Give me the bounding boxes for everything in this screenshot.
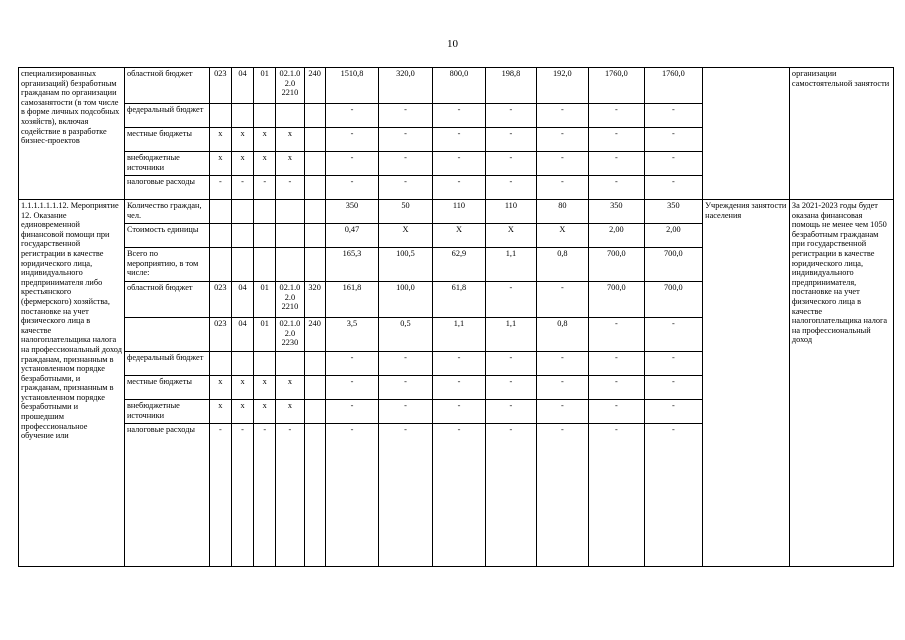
amount-cell: 700,0 bbox=[589, 248, 645, 282]
budget-code-cell: 023 bbox=[209, 318, 231, 352]
budget-code-cell bbox=[304, 424, 325, 567]
budget-code-cell: х bbox=[254, 128, 276, 152]
funding-source-cell: Количество граждан, чел. bbox=[124, 200, 209, 224]
budget-code-cell: - bbox=[209, 176, 231, 200]
budget-code-cell: 02.1.02.0 2230 bbox=[276, 318, 304, 352]
funding-source-cell: федеральный бюджет bbox=[124, 352, 209, 376]
budget-code-cell: х bbox=[276, 400, 304, 424]
amount-cell: - bbox=[486, 128, 536, 152]
amount-cell: - bbox=[379, 424, 432, 567]
amount-cell: - bbox=[486, 152, 536, 176]
budget-code-cell: - bbox=[254, 424, 276, 567]
amount-cell: - bbox=[644, 352, 703, 376]
amount-cell: - bbox=[325, 400, 378, 424]
amount-cell: - bbox=[589, 176, 645, 200]
budget-code-cell: - bbox=[231, 176, 253, 200]
amount-cell: - bbox=[536, 352, 588, 376]
amount-cell: - bbox=[486, 376, 536, 400]
amount-cell: - bbox=[325, 424, 378, 567]
budget-code-cell: х bbox=[209, 152, 231, 176]
budget-code-cell: - bbox=[254, 176, 276, 200]
amount-cell: - bbox=[644, 376, 703, 400]
funding-source-cell: местные бюджеты bbox=[124, 376, 209, 400]
amount-cell: - bbox=[432, 152, 485, 176]
amount-cell: - bbox=[379, 176, 432, 200]
budget-code-cell: 320 bbox=[304, 282, 325, 318]
amount-cell: 198,8 bbox=[486, 68, 536, 104]
amount-cell: - bbox=[432, 176, 485, 200]
budget-code-cell: х bbox=[209, 376, 231, 400]
budget-code-cell bbox=[254, 200, 276, 224]
amount-cell: - bbox=[379, 152, 432, 176]
amount-cell: - bbox=[432, 400, 485, 424]
budget-code-cell bbox=[254, 224, 276, 248]
budget-code-cell bbox=[209, 104, 231, 128]
budget-code-cell: х bbox=[209, 400, 231, 424]
budget-code-cell bbox=[304, 400, 325, 424]
amount-cell: 350 bbox=[325, 200, 378, 224]
amount-cell: - bbox=[589, 424, 645, 567]
amount-cell: 1,1 bbox=[486, 248, 536, 282]
budget-code-cell bbox=[304, 128, 325, 152]
amount-cell: - bbox=[536, 282, 588, 318]
amount-cell: 1,1 bbox=[432, 318, 485, 352]
budget-code-cell: - bbox=[276, 424, 304, 567]
amount-cell: - bbox=[486, 176, 536, 200]
amount-cell: - bbox=[486, 424, 536, 567]
funding-source-cell: налоговые расходы bbox=[124, 176, 209, 200]
amount-cell: - bbox=[589, 128, 645, 152]
budget-code-cell bbox=[209, 352, 231, 376]
measure-name-cell: специализированных организаций) безработным гражданам по организации самозанятости (в том числе в форме личных подсобных хозяйств), включая содействие в разработке бизнес-проектов bbox=[19, 68, 125, 200]
funding-source-cell: областной бюджет bbox=[124, 282, 209, 318]
budget-code-cell: х bbox=[231, 376, 253, 400]
funding-source-cell: Стоимость единицы bbox=[124, 224, 209, 248]
amount-cell: - bbox=[589, 152, 645, 176]
amount-cell: 165,3 bbox=[325, 248, 378, 282]
budget-code-cell: х bbox=[276, 152, 304, 176]
amount-cell: 100,0 bbox=[379, 282, 432, 318]
amount-cell: Х bbox=[536, 224, 588, 248]
amount-cell: - bbox=[644, 176, 703, 200]
budget-code-cell bbox=[304, 352, 325, 376]
budget-code-cell: 023 bbox=[209, 282, 231, 318]
amount-cell: Х bbox=[432, 224, 485, 248]
budget-code-cell: 240 bbox=[304, 318, 325, 352]
amount-cell: - bbox=[589, 104, 645, 128]
amount-cell: 1760,0 bbox=[589, 68, 645, 104]
table-row bbox=[19, 68, 894, 104]
budget-code-cell: х bbox=[254, 376, 276, 400]
budget-code-cell: х bbox=[231, 400, 253, 424]
budget-code-cell bbox=[276, 248, 304, 282]
budget-table bbox=[18, 67, 894, 567]
amount-cell: 80 bbox=[536, 200, 588, 224]
budget-code-cell: х bbox=[254, 152, 276, 176]
result-cell: За 2021-2023 годы будет оказана финансовая помощь не менее чем 1050 безработным гражданам при государственной регистрации в качестве юридического лица, индивидуального предпринимателя, постановке на учет физического лица в качестве налогоплательщика налога на профессиональный доход bbox=[789, 200, 893, 567]
amount-cell: 350 bbox=[589, 200, 645, 224]
amount-cell: - bbox=[486, 282, 536, 318]
budget-code-cell: х bbox=[276, 376, 304, 400]
amount-cell: Х bbox=[486, 224, 536, 248]
amount-cell: 161,8 bbox=[325, 282, 378, 318]
amount-cell: 700,0 bbox=[589, 282, 645, 318]
amount-cell: - bbox=[536, 128, 588, 152]
amount-cell: - bbox=[536, 400, 588, 424]
amount-cell: - bbox=[589, 400, 645, 424]
budget-code-cell bbox=[231, 224, 253, 248]
budget-code-cell bbox=[231, 248, 253, 282]
budget-code-cell: 04 bbox=[231, 282, 253, 318]
amount-cell: 2,00 bbox=[589, 224, 645, 248]
funding-source-cell bbox=[124, 318, 209, 352]
amount-cell: 62,9 bbox=[432, 248, 485, 282]
budget-code-cell bbox=[304, 376, 325, 400]
budget-code-cell bbox=[304, 152, 325, 176]
amount-cell: 50 bbox=[379, 200, 432, 224]
amount-cell: - bbox=[644, 128, 703, 152]
amount-cell: - bbox=[325, 176, 378, 200]
budget-code-cell: 01 bbox=[254, 68, 276, 104]
budget-code-cell: х bbox=[231, 128, 253, 152]
budget-code-cell: - bbox=[209, 424, 231, 567]
amount-cell: 1760,0 bbox=[644, 68, 703, 104]
budget-code-cell bbox=[254, 248, 276, 282]
budget-code-cell bbox=[209, 224, 231, 248]
amount-cell: 350 bbox=[644, 200, 703, 224]
budget-code-cell bbox=[209, 200, 231, 224]
amount-cell: 110 bbox=[432, 200, 485, 224]
amount-cell: - bbox=[589, 376, 645, 400]
amount-cell: 700,0 bbox=[644, 282, 703, 318]
budget-code-cell bbox=[231, 200, 253, 224]
amount-cell: 0,8 bbox=[536, 318, 588, 352]
budget-code-cell: 02.1.02.0 2210 bbox=[276, 282, 304, 318]
amount-cell: 100,5 bbox=[379, 248, 432, 282]
amount-cell: - bbox=[379, 400, 432, 424]
measure-name-cell: 1.1.1.1.1.1.12. Мероприятие 12. Оказание единовременной финансовой помощи при государственной регистрации в качестве юридического лица, индивидуального предпринимателя либо крестьянского (фермерского) хозяйства, постановке на учет физического лица в качестве налогоплательщика налога на профессиональный доход гражданам, признанным в установленном порядке безработными, и гражданам, признанным в установленном порядке безработными и прошедшим профессиональное обучение или bbox=[19, 200, 125, 567]
amount-cell: - bbox=[536, 104, 588, 128]
amount-cell: 0,5 bbox=[379, 318, 432, 352]
funding-source-cell: областной бюджет bbox=[124, 68, 209, 104]
budget-code-cell: 04 bbox=[231, 68, 253, 104]
amount-cell: 800,0 bbox=[432, 68, 485, 104]
executor-cell bbox=[703, 68, 790, 200]
budget-code-cell bbox=[231, 352, 253, 376]
funding-source-cell: местные бюджеты bbox=[124, 128, 209, 152]
amount-cell: - bbox=[432, 352, 485, 376]
amount-cell: - bbox=[432, 376, 485, 400]
funding-source-cell: внебюджетные источники bbox=[124, 152, 209, 176]
budget-code-cell: х bbox=[231, 152, 253, 176]
amount-cell: - bbox=[486, 352, 536, 376]
amount-cell: - bbox=[432, 104, 485, 128]
amount-cell: - bbox=[325, 352, 378, 376]
budget-code-cell: 023 bbox=[209, 68, 231, 104]
amount-cell: 110 bbox=[486, 200, 536, 224]
amount-cell: - bbox=[379, 376, 432, 400]
page-number: 10 bbox=[447, 38, 458, 50]
amount-cell: - bbox=[644, 104, 703, 128]
budget-code-cell bbox=[304, 224, 325, 248]
amount-cell: 61,8 bbox=[432, 282, 485, 318]
budget-code-cell bbox=[304, 200, 325, 224]
budget-code-cell: х bbox=[276, 128, 304, 152]
amount-cell: - bbox=[536, 376, 588, 400]
amount-cell: - bbox=[325, 152, 378, 176]
executor-cell: Учреждения занятости населения bbox=[703, 200, 790, 567]
budget-code-cell bbox=[304, 248, 325, 282]
funding-source-cell: Всего по мероприятию, в том числе: bbox=[124, 248, 209, 282]
amount-cell: - bbox=[486, 400, 536, 424]
amount-cell: - bbox=[379, 352, 432, 376]
budget-code-cell: 04 bbox=[231, 318, 253, 352]
budget-code-cell: 01 bbox=[254, 282, 276, 318]
amount-cell: - bbox=[325, 128, 378, 152]
funding-source-cell: внебюджетные источники bbox=[124, 400, 209, 424]
amount-cell: 0,8 bbox=[536, 248, 588, 282]
funding-source-cell: налоговые расходы bbox=[124, 424, 209, 567]
budget-code-cell: - bbox=[231, 424, 253, 567]
budget-code-cell bbox=[231, 104, 253, 128]
budget-code-cell: - bbox=[276, 176, 304, 200]
budget-code-cell bbox=[276, 224, 304, 248]
amount-cell: - bbox=[432, 424, 485, 567]
amount-cell: - bbox=[589, 352, 645, 376]
amount-cell: 1,1 bbox=[486, 318, 536, 352]
amount-cell: 0,47 bbox=[325, 224, 378, 248]
amount-cell: 700,0 bbox=[644, 248, 703, 282]
budget-code-cell bbox=[276, 352, 304, 376]
budget-code-cell bbox=[304, 176, 325, 200]
amount-cell: 1510,8 bbox=[325, 68, 378, 104]
amount-cell: - bbox=[325, 376, 378, 400]
amount-cell: - bbox=[379, 128, 432, 152]
budget-code-cell: 02.1.02.0 2210 bbox=[276, 68, 304, 104]
amount-cell: 3,5 bbox=[325, 318, 378, 352]
amount-cell: - bbox=[379, 104, 432, 128]
amount-cell: - bbox=[589, 318, 645, 352]
amount-cell: - bbox=[644, 152, 703, 176]
amount-cell: 2,00 bbox=[644, 224, 703, 248]
budget-code-cell bbox=[276, 104, 304, 128]
amount-cell: - bbox=[644, 400, 703, 424]
budget-code-cell: 01 bbox=[254, 318, 276, 352]
amount-cell: 320,0 bbox=[379, 68, 432, 104]
amount-cell: Х bbox=[379, 224, 432, 248]
budget-code-cell: х bbox=[209, 128, 231, 152]
budget-code-cell bbox=[254, 104, 276, 128]
budget-code-cell bbox=[254, 352, 276, 376]
budget-code-cell: х bbox=[254, 400, 276, 424]
budget-code-cell bbox=[276, 200, 304, 224]
amount-cell: - bbox=[325, 104, 378, 128]
budget-code-cell: 240 bbox=[304, 68, 325, 104]
result-cell: организации самостоятельной занятости bbox=[789, 68, 893, 200]
budget-code-cell bbox=[304, 104, 325, 128]
budget-code-cell bbox=[209, 248, 231, 282]
amount-cell: - bbox=[644, 424, 703, 567]
funding-source-cell: федеральный бюджет bbox=[124, 104, 209, 128]
amount-cell: - bbox=[644, 318, 703, 352]
amount-cell: 192,0 bbox=[536, 68, 588, 104]
amount-cell: - bbox=[432, 128, 485, 152]
amount-cell: - bbox=[486, 104, 536, 128]
amount-cell: - bbox=[536, 152, 588, 176]
amount-cell: - bbox=[536, 176, 588, 200]
amount-cell: - bbox=[536, 424, 588, 567]
table-row bbox=[19, 200, 894, 224]
